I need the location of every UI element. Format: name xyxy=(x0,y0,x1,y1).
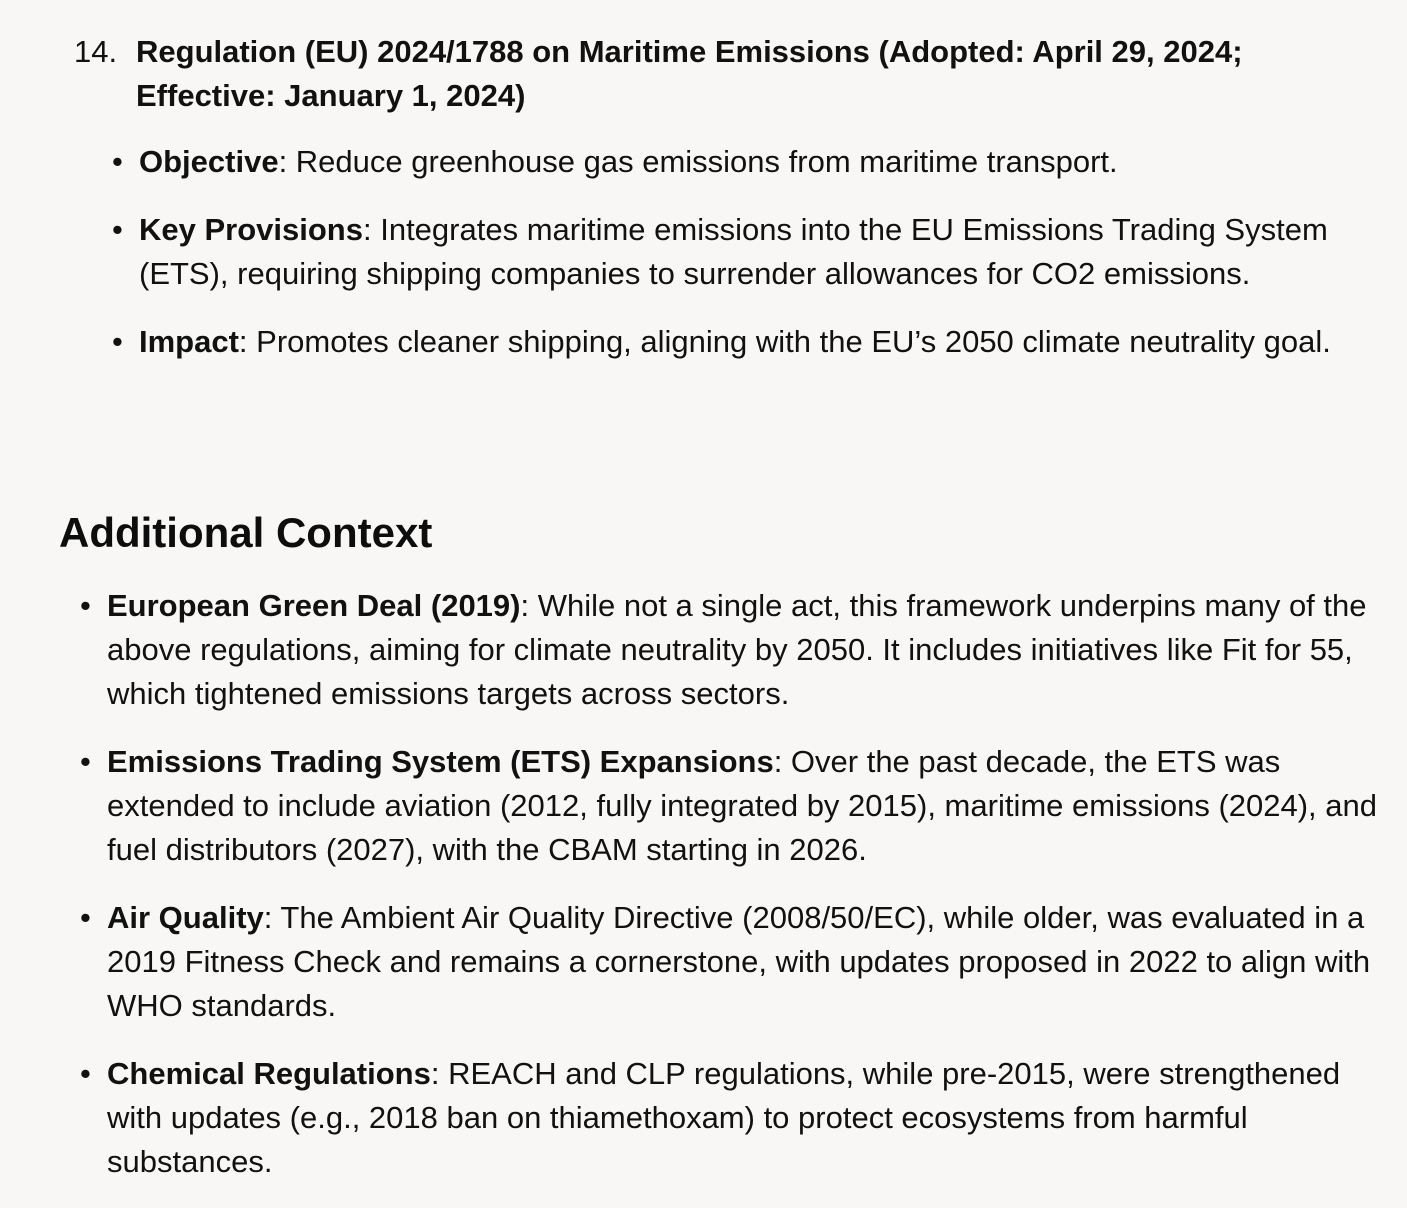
bullet-text: : While not a single act, this framework underpins many of the above regulations, aiming for climate neutrality by 2050. It includes initiatives like Fit for 55, which tightened emissions targets across sectors. xyxy=(107,588,1367,711)
bullet-icon: • xyxy=(112,144,123,179)
bullet-term: Impact xyxy=(139,324,239,359)
bullet-term: Objective xyxy=(139,144,279,179)
bullet-icon: • xyxy=(112,212,123,247)
bullet-term: Air Quality xyxy=(107,900,264,935)
list-item-green-deal xyxy=(72,584,1392,716)
bullet-term: Key Provisions xyxy=(139,212,363,247)
additional-context-list xyxy=(72,584,1392,1208)
bullet-term: Chemical Regulations xyxy=(107,1056,431,1091)
bullet-text: : The Ambient Air Quality Directive (2008/50/EC), while older, was evaluated in a 2019 Fitness Check and remains a cornerstone, with updates proposed in 2022 to align with WHO standards. xyxy=(107,900,1371,1023)
regulation-details-list xyxy=(104,140,1389,388)
list-item-impact xyxy=(104,320,1389,364)
bullet-text: : Reduce greenhouse gas emissions from maritime transport. xyxy=(278,144,1118,179)
bullet-icon: • xyxy=(80,744,91,779)
list-item-objective xyxy=(104,140,1389,184)
bullet-text: : Over the past decade, the ETS was extended to include aviation (2012, fully integrated by 2015), maritime emissions (2024), and fuel distributors (2027), with the CBAM starting in 2026. xyxy=(107,744,1378,867)
bullet-term: European Green Deal (2019) xyxy=(107,588,521,623)
bullet-term: Emissions Trading System (ETS) Expansions xyxy=(107,744,774,779)
bullet-text: : REACH and CLP regulations, while pre-2015, were strengthened with updates (e.g., 2018 ban on thiamethoxam) to protect ecosystems from harmful substances. xyxy=(107,1056,1341,1179)
section-heading: Additional Context xyxy=(59,509,433,556)
bullet-text: : Integrates maritime emissions into the EU Emissions Trading System (ETS), requiring shipping companies to surrender allowances for CO2 emissions. xyxy=(139,212,1328,291)
bullet-icon: • xyxy=(112,324,123,359)
bullet-text: : Promotes cleaner shipping, aligning with the EU’s 2050 climate neutrality goal. xyxy=(238,324,1331,359)
list-item-ets-expansions xyxy=(72,740,1392,872)
list-item-chemical-regulations xyxy=(72,1052,1392,1184)
list-item-key-provisions xyxy=(104,208,1389,296)
regulation-heading: Regulation (EU) 2024/1788 on Maritime Emissions (Adopted: April 29, 2024; Effective: January 1, 2024) xyxy=(136,34,1243,113)
bullet-icon: • xyxy=(80,1056,91,1091)
item-number: 14. xyxy=(74,34,118,69)
bullet-icon: • xyxy=(80,588,91,623)
list-item-air-quality xyxy=(72,896,1392,1028)
bullet-icon: • xyxy=(80,900,91,935)
